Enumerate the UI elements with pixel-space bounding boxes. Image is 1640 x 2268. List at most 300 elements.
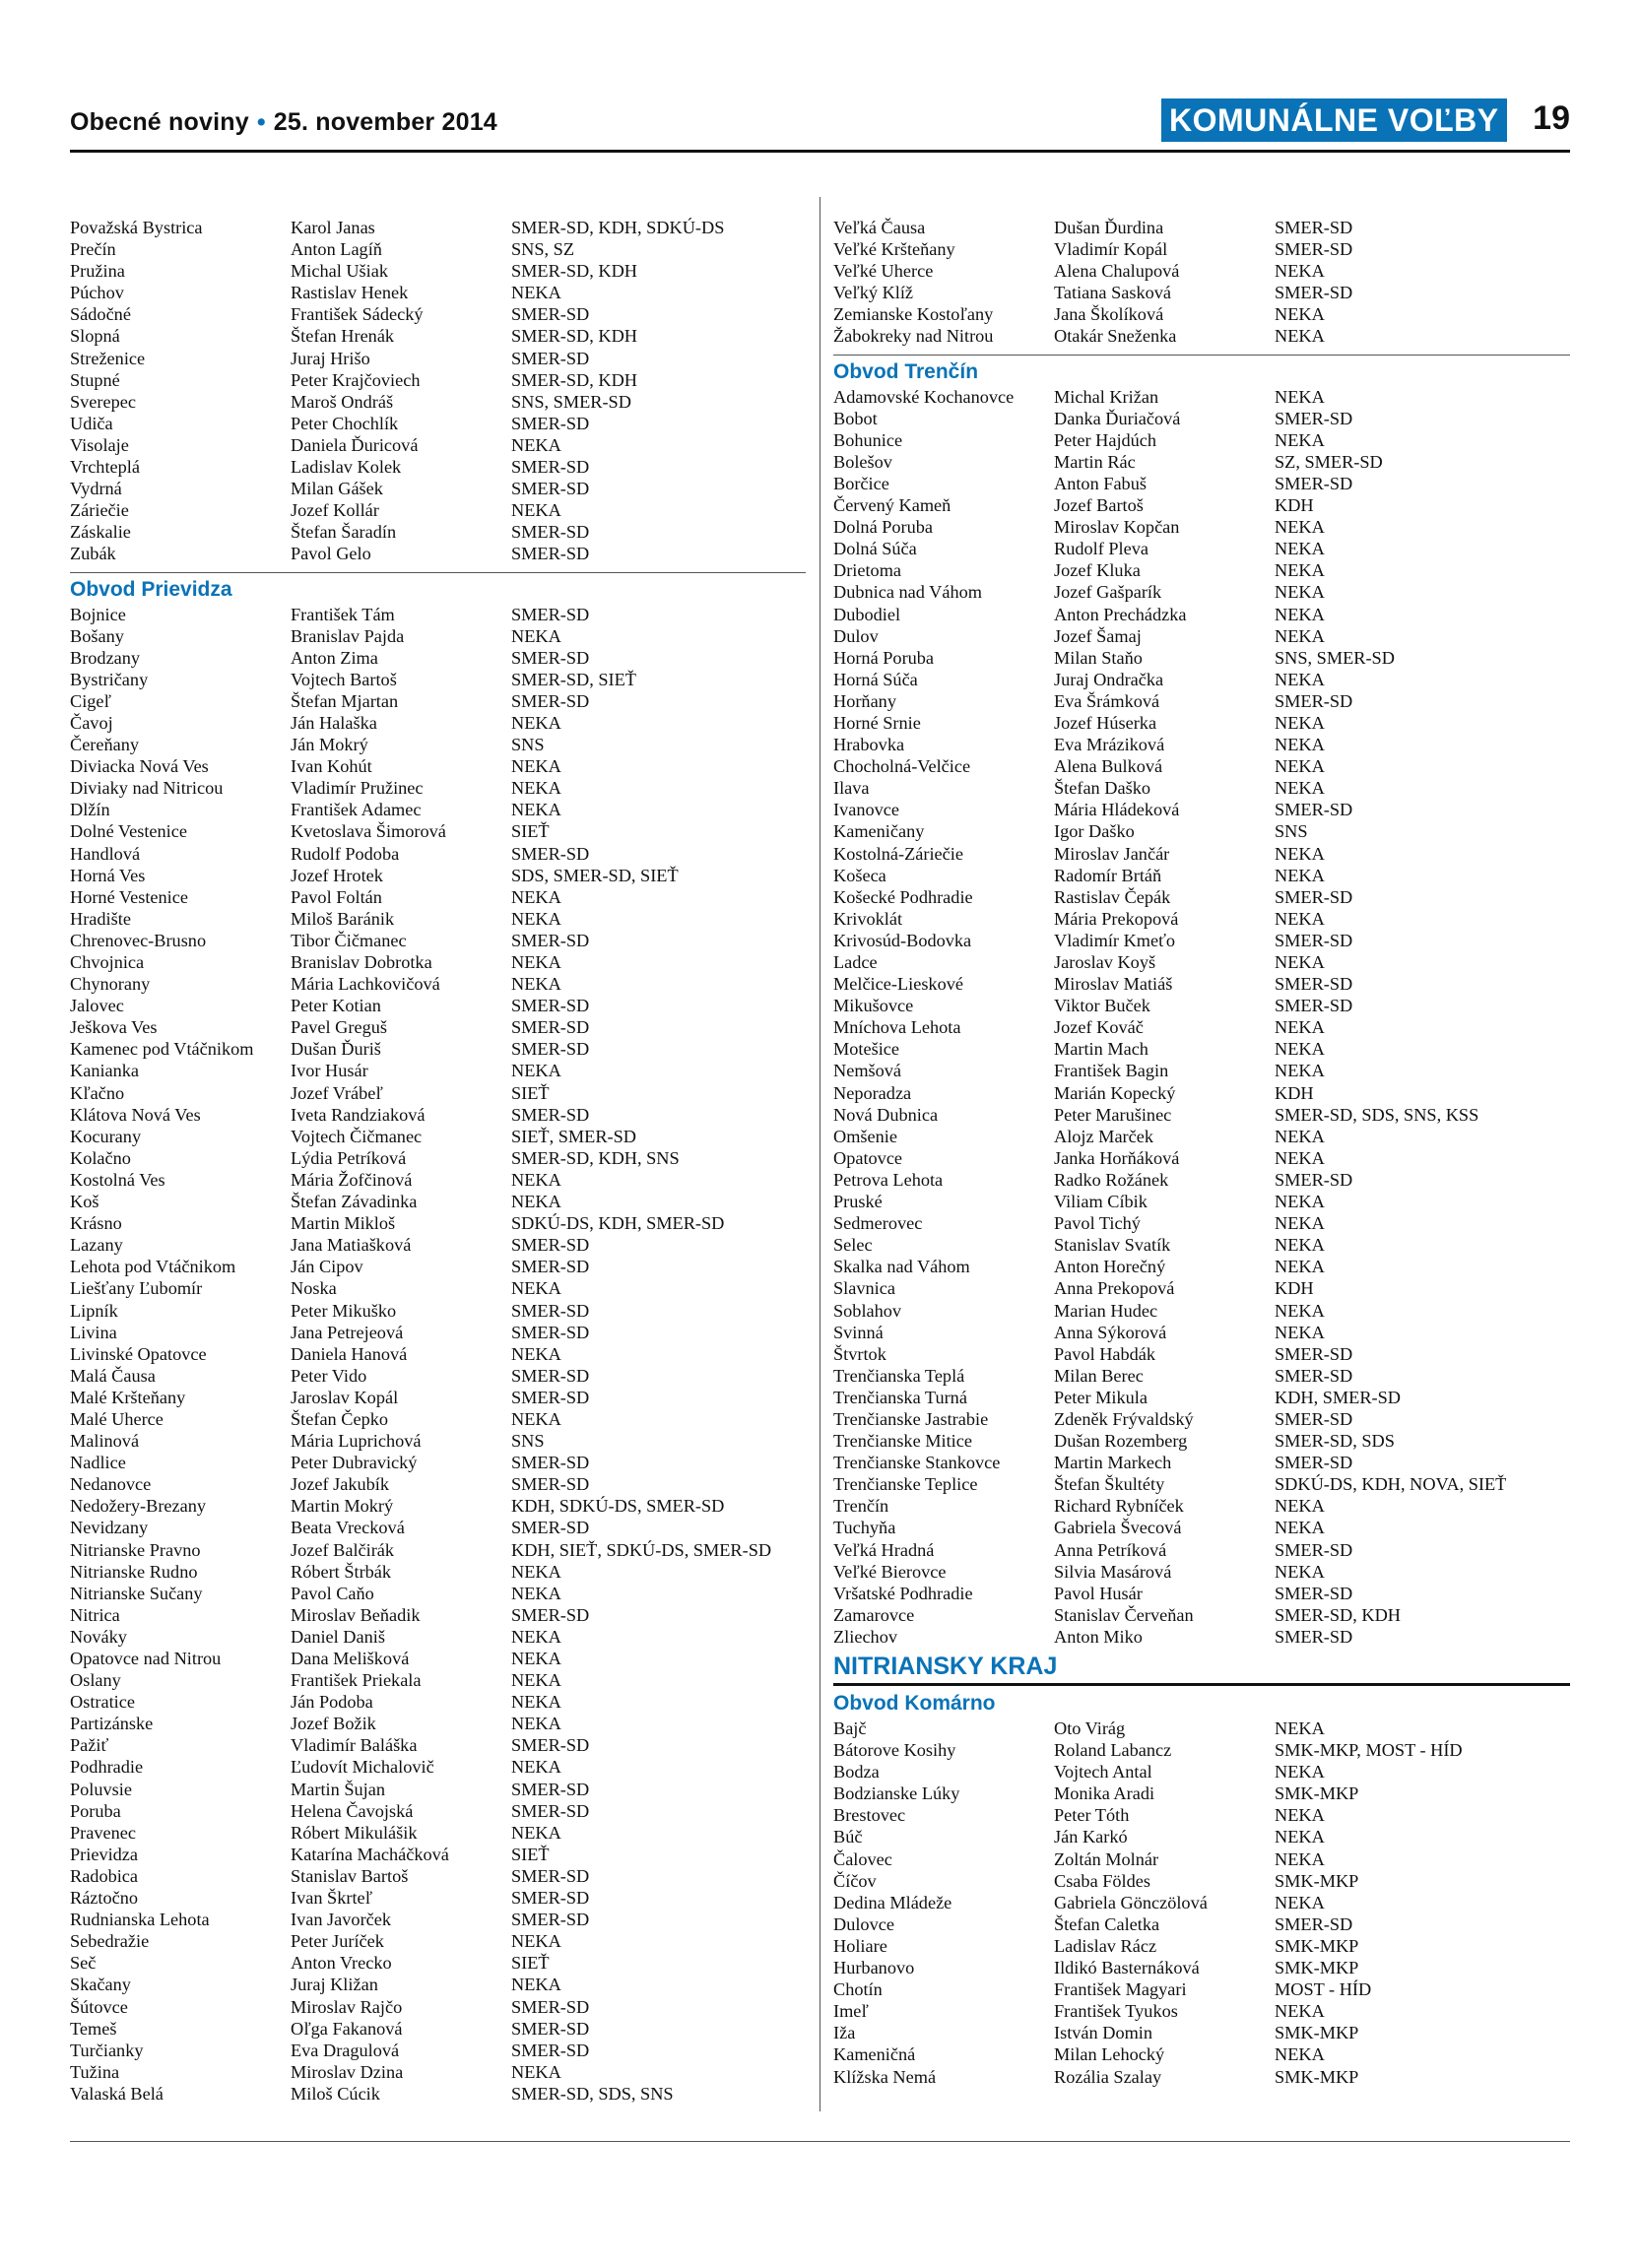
result-row	[70, 1756, 806, 1778]
result-row	[70, 1539, 806, 1561]
result-row	[70, 1104, 806, 1126]
mayor-name: Rastislav Čepák	[1054, 886, 1171, 907]
result-row	[70, 1669, 806, 1691]
party: NEKA	[511, 1670, 561, 1691]
party: NEKA	[1275, 952, 1325, 972]
party: SMER-SD	[1275, 1913, 1353, 1934]
municipality: Bajč	[833, 1718, 867, 1738]
party: NEKA	[511, 1278, 561, 1299]
party: NEKA	[511, 2061, 561, 2082]
mayor-name: Miroslav Beňadik	[291, 1604, 421, 1625]
party: SMER-SD, KDH	[511, 369, 637, 390]
party: NEKA	[511, 712, 561, 733]
result-row	[70, 1583, 806, 1604]
party: NEKA	[1275, 1213, 1325, 1234]
municipality: Liešťany Ľubomír	[70, 1278, 203, 1299]
municipality: Trenčianska Teplá	[833, 1365, 965, 1386]
result-row	[833, 755, 1570, 777]
party: SMER-SD	[511, 1257, 590, 1277]
mayor-name: Peter Mikula	[1054, 1387, 1148, 1407]
party: NEKA	[1275, 1762, 1325, 1782]
result-row	[833, 1256, 1570, 1277]
party: SIEŤ	[511, 821, 550, 842]
party: SMER-SD	[1275, 800, 1353, 820]
party: SMER-SD	[511, 996, 590, 1016]
result-row	[833, 2000, 1570, 2022]
municipality: Hurbanovo	[833, 1958, 915, 1978]
mayor-name: Jaroslav Kopál	[291, 1387, 399, 1407]
mayor-name: Gabriela Gönczölová	[1054, 1892, 1208, 1912]
municipality: Hrabovka	[833, 735, 905, 755]
municipality: Košeca	[833, 865, 886, 885]
mayor-name: Daniel Daniš	[291, 1626, 385, 1647]
footer-rule	[70, 2141, 1570, 2142]
mayor-name: František Adamec	[291, 800, 422, 820]
party: NEKA	[511, 1714, 561, 1734]
party: SMER-SD	[511, 522, 590, 543]
municipality: Lipník	[70, 1300, 118, 1321]
mayor-name: Ján Mokrý	[291, 735, 368, 755]
result-row	[70, 1734, 806, 1756]
municipality: Zubák	[70, 544, 116, 564]
municipality: Ilava	[833, 778, 870, 799]
municipality: Soblahov	[833, 1300, 902, 1321]
result-row	[833, 1804, 1570, 1826]
mayor-name: Mária Prekopová	[1054, 908, 1179, 929]
municipality: Búč	[833, 1827, 863, 1847]
party: SMER-SD, KDH	[511, 261, 637, 282]
municipality: Petrova Lehota	[833, 1169, 944, 1190]
result-row	[70, 1300, 806, 1322]
mayor-name: Rozália Szalay	[1054, 2066, 1162, 2087]
party: SMER-SD	[1275, 1408, 1353, 1429]
mayor-name: Pavol Gelo	[291, 544, 371, 564]
mayor-name: Štefan Škultéty	[1054, 1474, 1165, 1495]
municipality: Nitrica	[70, 1604, 120, 1625]
mayor-name: Kvetoslava Šimorová	[291, 821, 446, 842]
municipality: Sádočné	[70, 304, 131, 325]
mayor-name: Michal Križan	[1054, 386, 1159, 407]
result-row	[833, 1957, 1570, 1978]
result-row	[833, 473, 1570, 494]
municipality: Brodzany	[70, 647, 141, 668]
result-row	[70, 908, 806, 930]
municipality: Chocholná-Velčice	[833, 756, 971, 777]
municipality: Livina	[70, 1322, 117, 1342]
mayor-name: Miroslav Dzina	[291, 2061, 404, 2082]
result-row	[833, 1430, 1570, 1452]
result-row	[70, 1169, 806, 1191]
result-row	[833, 1870, 1570, 1892]
result-row	[833, 1038, 1570, 1060]
party: SMER-SD	[511, 2018, 590, 2039]
party: SMER-SD, SIEŤ	[511, 669, 636, 689]
result-row	[833, 303, 1570, 325]
mayor-name: Jozef Vrábeľ	[291, 1082, 383, 1103]
result-row	[70, 1952, 806, 1974]
party: SMER-SD	[1275, 473, 1353, 493]
municipality: Krásno	[70, 1213, 122, 1234]
party: SMER-SD	[511, 604, 590, 624]
municipality: Temeš	[70, 2018, 117, 2039]
mayor-name: Anna Prekopová	[1054, 1278, 1175, 1299]
mayor-name: Helena Čavojská	[291, 1800, 414, 1821]
municipality: Bodza	[833, 1762, 880, 1782]
party: SMER-SD	[1275, 1453, 1353, 1473]
party: NEKA	[1275, 756, 1325, 777]
municipality: Svinná	[833, 1322, 884, 1342]
result-row	[833, 538, 1570, 559]
party: NEKA	[511, 500, 561, 521]
district-title-komarno: Obvod Komárno	[833, 1692, 996, 1715]
result-row	[70, 1387, 806, 1408]
municipality: Dedina Mládeže	[833, 1892, 952, 1912]
municipality: Diviacka Nová Ves	[70, 756, 209, 777]
mayor-name: František Priekala	[291, 1670, 422, 1691]
municipality: Partizánske	[70, 1714, 154, 1734]
mayor-name: Vladimír Kmeťo	[1054, 930, 1176, 950]
municipality: Košecké Podhradie	[833, 886, 973, 907]
mayor-name: Rudolf Pleva	[1054, 539, 1148, 559]
mayor-name: Milan Gášek	[291, 479, 383, 499]
municipality: Horná Poruba	[833, 647, 935, 668]
result-row	[70, 282, 806, 303]
mayor-name: Pavol Husár	[1054, 1583, 1143, 1603]
party: SMER-SD	[511, 647, 590, 668]
party: SMER-SD	[511, 1779, 590, 1799]
party: SMER-SD	[1275, 1169, 1353, 1190]
municipality: Dlžín	[70, 800, 110, 820]
mayor-name: Zoltán Molnár	[1054, 1848, 1159, 1869]
mayor-name: Ildikó Basternáková	[1054, 1958, 1200, 1978]
municipality: Malinová	[70, 1431, 140, 1452]
mayor-name: Štefan Závadinka	[291, 1192, 418, 1212]
party: SMER-SD	[511, 2040, 590, 2060]
party: NEKA	[1275, 1496, 1325, 1517]
mayor-name: Peter Kotian	[291, 996, 381, 1016]
party: NEKA	[1275, 1300, 1325, 1321]
result-row	[833, 1104, 1570, 1126]
party: SMER-SD, SDS, SNS	[511, 2083, 674, 2104]
mayor-name: Maroš Ondráš	[291, 391, 394, 412]
party: SNS	[511, 735, 545, 755]
municipality: Horňany	[833, 690, 896, 711]
result-row	[70, 2061, 806, 2083]
municipality: Malá Čausa	[70, 1365, 156, 1386]
party: SMK-MKP	[1275, 1870, 1359, 1891]
result-row	[833, 1626, 1570, 1648]
party: SMK-MKP	[1275, 2023, 1359, 2043]
result-row	[70, 1604, 806, 1626]
mayor-name: Roland Labancz	[1054, 1740, 1172, 1761]
mayor-name: Silvia Masárová	[1054, 1561, 1172, 1582]
municipality: Nadlice	[70, 1453, 126, 1473]
party: SMER-SD, KDH	[1275, 1604, 1401, 1625]
mayor-name: Milan Lehocký	[1054, 2044, 1165, 2065]
mayor-name: Danka Ďuriačová	[1054, 408, 1181, 428]
mayor-name: Karol Janas	[291, 218, 375, 237]
municipality: Horné Srnie	[833, 712, 921, 733]
result-row	[833, 1913, 1570, 1935]
party: NEKA	[511, 778, 561, 799]
municipality: Bošany	[70, 625, 124, 646]
mayor-name: Vojtech Čičmanec	[291, 1126, 423, 1146]
municipality: Mníchova Lehota	[833, 1017, 961, 1038]
result-row	[833, 1717, 1570, 1739]
municipality: Lazany	[70, 1235, 123, 1256]
party: NEKA	[1275, 1805, 1325, 1826]
result-row	[833, 734, 1570, 755]
mayor-name: Katarína Macháčková	[291, 1844, 449, 1864]
mayor-name: Ján Karkó	[1054, 1827, 1128, 1847]
result-row	[833, 1495, 1570, 1517]
mayor-name: Radomír Brtáň	[1054, 865, 1162, 885]
mayor-name: Viliam Cíbik	[1054, 1192, 1148, 1212]
party: SMER-SD	[1275, 886, 1353, 907]
municipality: Brestovec	[833, 1805, 906, 1826]
party: NEKA	[511, 952, 561, 972]
page-number: 19	[1533, 99, 1570, 137]
result-row	[833, 843, 1570, 865]
party: NEKA	[511, 1692, 561, 1713]
party: NEKA	[511, 1626, 561, 1647]
mayor-name: Iveta Randziaková	[291, 1104, 426, 1125]
mayor-name: Martin Markech	[1054, 1453, 1172, 1473]
result-row	[70, 1191, 806, 1212]
party: SNS	[511, 1431, 545, 1452]
municipality: Nedožery-Brezany	[70, 1496, 207, 1517]
party: SMER-SD	[511, 1300, 590, 1321]
result-row	[70, 755, 806, 777]
party: NEKA	[1275, 1892, 1325, 1912]
municipality: Trenčianske Teplice	[833, 1474, 978, 1495]
mayor-name: Vojtech Bartoš	[291, 669, 397, 689]
party: NEKA	[1275, 386, 1325, 407]
party: SNS, SMER-SD	[511, 391, 631, 412]
party: SMER-SD	[1275, 1539, 1353, 1560]
mayor-name: Róbert Štrbák	[291, 1561, 392, 1582]
municipality: Vršatské Podhradie	[833, 1583, 973, 1603]
result-row	[70, 1626, 806, 1648]
party: NEKA	[1275, 304, 1325, 325]
mayor-name: Anna Petríková	[1054, 1539, 1167, 1560]
mayor-name: Dušan Rozemberg	[1054, 1431, 1188, 1452]
result-row	[70, 1430, 806, 1452]
result-row	[70, 865, 806, 886]
party: NEKA	[511, 886, 561, 907]
municipality: Horná Ves	[70, 865, 146, 885]
party: SMER-SD	[511, 1104, 590, 1125]
municipality: Tuchyňa	[833, 1518, 896, 1538]
party: SMER-SD	[511, 1474, 590, 1495]
municipality: Dulovce	[833, 1913, 894, 1934]
mayor-name: Lýdia Petríková	[291, 1147, 407, 1168]
party: SMER-SD	[1275, 283, 1353, 303]
municipality: Neporadza	[833, 1082, 912, 1103]
district-title-prievidza: Obvod Prievidza	[70, 577, 232, 601]
mayor-name: Branislav Pajda	[291, 625, 405, 646]
header-rule	[70, 150, 1570, 153]
party: NEKA	[511, 974, 561, 995]
result-row	[833, 282, 1570, 303]
party: NEKA	[1275, 1017, 1325, 1038]
result-row	[70, 625, 806, 647]
result-row	[70, 820, 806, 842]
municipality: Chotín	[833, 1979, 883, 2000]
municipality: Prečín	[70, 239, 116, 260]
result-row	[70, 1800, 806, 1822]
mayor-name: Martin Mokrý	[291, 1496, 394, 1517]
municipality: Pruské	[833, 1192, 883, 1212]
party: SMER-SD	[511, 930, 590, 950]
mayor-name: František Bagin	[1054, 1061, 1169, 1081]
result-row	[70, 1648, 806, 1669]
result-row	[70, 712, 806, 734]
result-row	[833, 1082, 1570, 1104]
party: NEKA	[1275, 1061, 1325, 1081]
municipality: Dulov	[833, 625, 879, 646]
mayor-name: Jozef Bartoš	[1054, 495, 1144, 516]
mayor-name: Anna Sýkorová	[1054, 1322, 1167, 1342]
party: KDH, SMER-SD	[1275, 1387, 1401, 1407]
party: SMK-MKP	[1275, 2066, 1359, 2087]
party: NEKA	[1275, 1718, 1325, 1738]
party: NEKA	[511, 1169, 561, 1190]
mayor-name: Martin Mach	[1054, 1039, 1148, 1060]
party: SIEŤ	[511, 1844, 550, 1864]
result-row	[833, 1826, 1570, 1847]
municipality: Veľká Hradná	[833, 1539, 935, 1560]
municipality: Veľká Čausa	[833, 218, 926, 237]
mayor-name: Peter Mikuško	[291, 1300, 397, 1321]
mayor-name: Anton Vrecko	[291, 1953, 392, 1974]
municipality: Štvrtok	[833, 1343, 886, 1364]
party: SMER-SD	[511, 348, 590, 368]
municipality: Bolešov	[833, 451, 892, 472]
party: SIEŤ	[511, 1082, 550, 1103]
mayor-name: Tibor Čičmanec	[291, 930, 407, 950]
result-row	[70, 1365, 806, 1387]
party: SMER-SD	[511, 1735, 590, 1756]
result-row	[70, 1865, 806, 1887]
mayor-name: Milan Berec	[1054, 1365, 1144, 1386]
mayor-name: Branislav Dobrotka	[291, 952, 432, 972]
party: NEKA	[1275, 517, 1325, 538]
result-row	[70, 995, 806, 1016]
result-row	[833, 2066, 1570, 2088]
municipality: Šútovce	[70, 1996, 128, 2017]
party: NEKA	[1275, 1147, 1325, 1168]
result-row	[70, 2040, 806, 2061]
mayor-name: Štefan Mjartan	[291, 690, 399, 711]
mayor-name: Ladislav Rácz	[1054, 1935, 1157, 1956]
municipality: Diviaky nad Nitricou	[70, 778, 224, 799]
result-row	[833, 604, 1570, 625]
party: KDH	[1275, 1278, 1314, 1299]
mayor-name: Juraj Kližan	[291, 1975, 378, 1995]
mayor-name: Zdeněk Frývaldský	[1054, 1408, 1194, 1429]
mayor-name: Vladimír Pružinec	[291, 778, 424, 799]
result-row	[833, 1561, 1570, 1583]
party: NEKA	[1275, 1257, 1325, 1277]
municipality: Malé Uherce	[70, 1408, 164, 1429]
party: NEKA	[511, 1561, 561, 1582]
municipality: Kľačno	[70, 1082, 125, 1103]
municipality: Seč	[70, 1953, 97, 1974]
municipality: Melčice-Lieskové	[833, 974, 963, 995]
party: NEKA	[511, 1408, 561, 1429]
mayor-name: Marián Kopecký	[1054, 1082, 1176, 1103]
result-row	[70, 1909, 806, 1930]
party: SMER-SD	[511, 1910, 590, 1930]
result-row	[70, 1343, 806, 1365]
party: NEKA	[1275, 1827, 1325, 1847]
result-row	[833, 1191, 1570, 1212]
mayor-name: Miroslav Matiáš	[1054, 974, 1173, 995]
party: NEKA	[1275, 865, 1325, 885]
party: NEKA	[1275, 1561, 1325, 1582]
district-title-trencin: Obvod Trenčín	[833, 359, 979, 383]
result-row	[833, 1892, 1570, 1913]
mayor-name: Noska	[291, 1278, 337, 1299]
municipality: Červený Kameň	[833, 495, 951, 516]
result-row	[833, 886, 1570, 908]
municipality: Prievidza	[70, 1844, 139, 1864]
municipality: Záskalie	[70, 522, 131, 543]
party: NEKA	[1275, 2001, 1325, 2022]
mayor-name: Anton Lagíň	[291, 239, 382, 260]
municipality: Turčianky	[70, 2040, 144, 2060]
result-row	[70, 734, 806, 755]
result-row	[833, 1935, 1570, 1957]
municipality: Drietoma	[833, 560, 902, 581]
mayor-name: Ján Podoba	[291, 1692, 373, 1713]
municipality: Skalka nad Váhom	[833, 1257, 970, 1277]
municipality: Trenčianske Stankovce	[833, 1453, 1001, 1473]
party: NEKA	[511, 1649, 561, 1668]
mayor-name: Viktor Buček	[1054, 996, 1150, 1016]
result-row	[833, 408, 1570, 429]
party: SMER-SD	[1275, 1583, 1353, 1603]
municipality: Selec	[833, 1235, 873, 1256]
mayor-name: Anton Miko	[1054, 1626, 1143, 1647]
municipality: Iža	[833, 2023, 856, 2043]
municipality: Nová Dubnica	[833, 1104, 939, 1125]
party: SMER-SD, SDS, SNS, KSS	[1275, 1104, 1479, 1125]
municipality: Čalovec	[833, 1848, 892, 1869]
result-row	[833, 951, 1570, 973]
party: SMER-SD	[1275, 996, 1353, 1016]
party: NEKA	[1275, 2044, 1325, 2065]
result-row	[833, 217, 1570, 238]
result-row	[70, 604, 806, 625]
mayor-name: Mária Lachkovičová	[291, 974, 440, 995]
municipality: Nováky	[70, 1626, 127, 1647]
mayor-name: Pavel Greguš	[291, 1017, 387, 1038]
mayor-name: Alena Chalupová	[1054, 261, 1180, 282]
result-row	[70, 973, 806, 995]
party: SMER-SD, KDH, SDKÚ-DS	[511, 218, 725, 237]
party: NEKA	[1275, 539, 1325, 559]
result-row	[70, 1495, 806, 1517]
result-row	[833, 1761, 1570, 1782]
mayor-name: František Tám	[291, 604, 395, 624]
mayor-name: Alojz Marček	[1054, 1126, 1154, 1146]
mayor-name: Anton Fabuš	[1054, 473, 1147, 493]
mayor-name: Peter Krajčoviech	[291, 369, 421, 390]
result-row	[833, 1848, 1570, 1870]
party: SMER-SD, KDH	[511, 326, 637, 347]
